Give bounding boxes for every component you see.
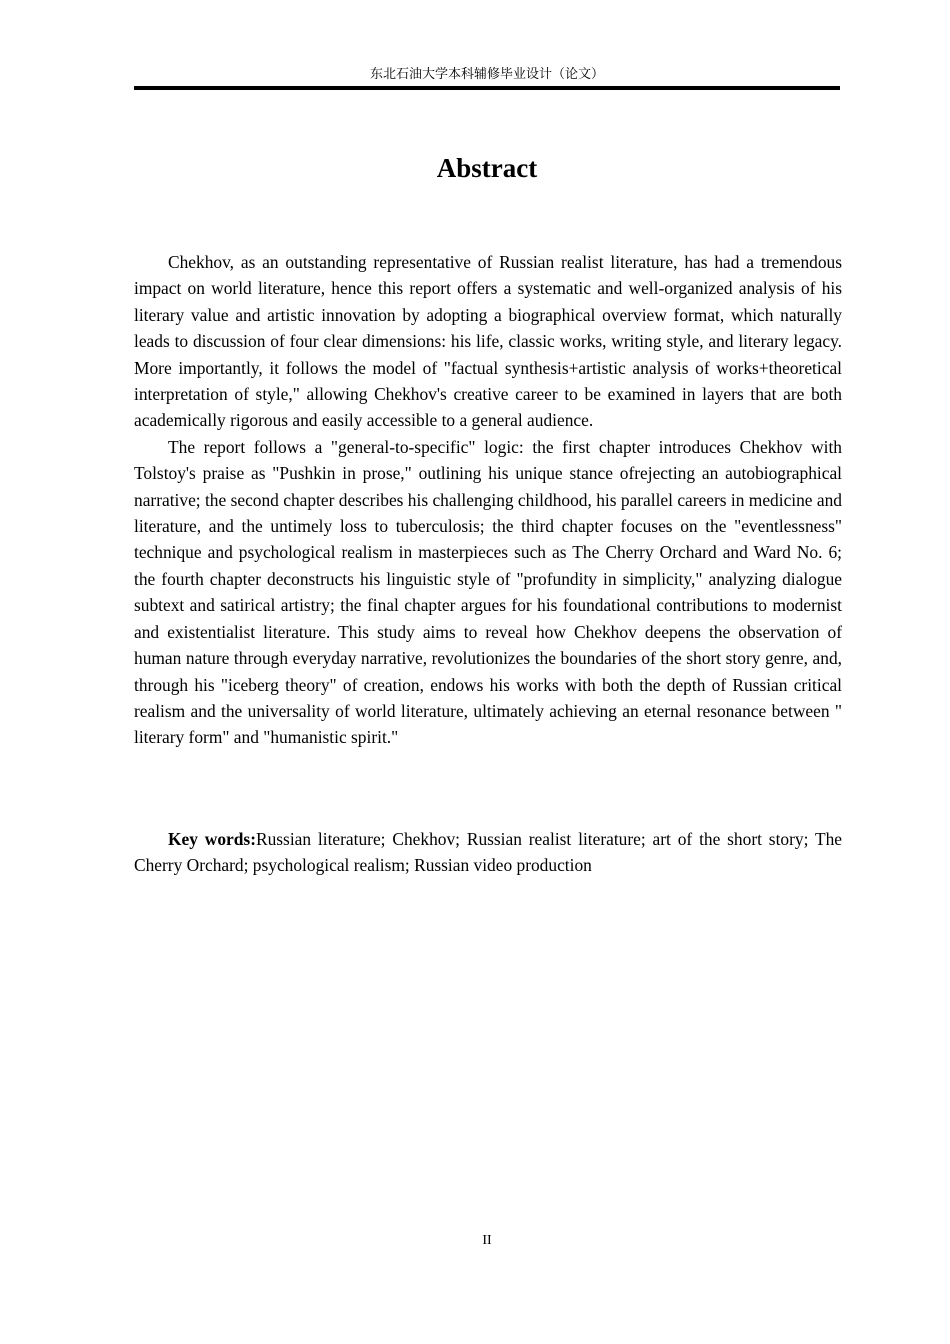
page-number: II <box>482 1233 492 1248</box>
running-header: 东北石油大学本科辅修毕业设计（论文） <box>369 67 604 82</box>
abstract-body <box>134 249 842 751</box>
keywords-section <box>134 826 842 879</box>
keywords-text: Russian literature; Chekhov; Russian realist literature; art of the short story; The Cherry Orchard; psychological realism; Russian video production <box>134 829 842 876</box>
abstract-title: Abstract <box>436 153 538 183</box>
header-divider <box>134 86 840 90</box>
keywords-label: Key words: <box>168 829 256 849</box>
abstract-paragraph-1: Chekhov, as an outstanding representative of Russian realist literature, has had a tremendous impact on world literature, hence this report offers a systematic and well-organized analysis of his literary value and artistic innovation by adopting a biographical overview format, which naturally leads to discussion of four clear dimensions: his life, classic works, writing style, and literary legacy. More importantly, it follows the model of "factual synthesis+artistic analysis of works+theoretical interpretation of style," allowing Chekhov's creative career to be examined in layers that are both academically rigorous and easily accessible to a general audience. <box>134 252 842 431</box>
abstract-paragraph-2: The report follows a "general-to-specific" logic: the first chapter introduces Chekhov with Tolstoy's praise as "Pushkin in prose," outlining his unique stance ofrejecting an autobiographical narrative; the second chapter describes his challenging childhood, his parallel careers in medicine and literature, and the untimely loss to tuberculosis; the third chapter focuses on the "eventlessness" technique and psychological realism in masterpieces such as The Cherry Orchard and Ward No. 6; the fourth chapter deconstructs his linguistic style of "profundity in simplicity," analyzing dialogue subtext and satirical artistry; the final chapter argues for his foundational contributions to modernist and existentialist literature. This study aims to reveal how Chekhov deepens the observation of human nature through everyday narrative, revolutionizes the boundaries of the short story genre, and, through his "iceberg theory" of creation, endows his works with both the depth of Russian critical realism and the universality of world literature, ultimately achieving an eternal resonance between " literary form" and "humanistic spirit." <box>134 436 842 748</box>
